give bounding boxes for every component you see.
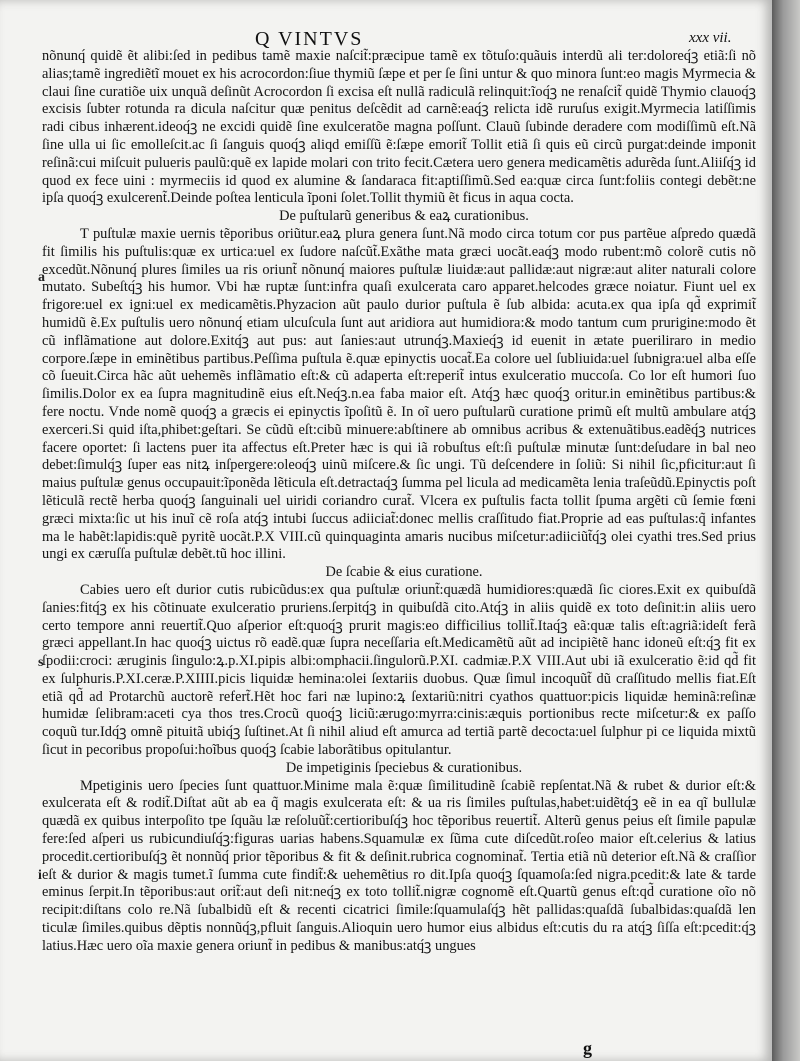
paragraph: Mpetiginis uero ſpecies ſunt quattuor.Minime mala ẽ:quæ ſimilitudinẽ ſcabiẽ repſentat.Nã & rubet & durior eſt:& exulcerata eſt & rodit̃.Diſtat aũt ab ea q̃ magis exulcerata eſt: & ua ris ſimiles puſtulas,habet:uidẽtq́ꝫ eẽ in ea qĩ bullulæ quædã ex quibus interpoſito tpe ſquãu læ reſoluũt̃:certioribuſq́ꝫ hoc tẽporibus reuertit̃. Alterũ genus peius eſt ſimile papulæ fere:ſed aſperi us rubicundiuſq́ꝫ:figuras uarias habens.Squamulæ ex ſũma cute diſcedũt.roſeo maior eſt.celerius & latius procedit.certioribuſq́ꝫ ẽt nonnũq́ prior tẽporibus & fit & deſinit.rubrica cognominat̃. Tertia etiã nũ deterior eſt.Nã & craſſior eſt & durior & magis tumet.ĩ ſumma cute findit̃:& uehemẽtius ro dit.Ipſa quoq́ꝫ ſquamoſa:ſed nigra.pcedit:& late & tarde eminus ſerpit.In tẽporibus:aut orit̃:aut deſi nit:neq́ꝫ ex toto tollit̃.nigræ cognomẽ eſt.Quartũ genus eſt:qd̃ curatione oĩo nõ recipit:diſtans colo re.Nã ſubalbidũ eſt & recenti cicatrici ſimile:ſquamulaſq́ꝫ hẽt pallidas:quaſdã ſubalbidas:quaſdã len ticulæ ſimiles.quibus dẽptis nonnũq́ꝫ,pfluit ſanguis.Alioquin uero humor eius albidus eſt:cutis du ra atq́ꝫ ſiſſa eſt:pcedit:q́ꝫ latius.Hæc uero oĩa maxie genera oriunt̃ in pedibus & manibus:atq́ꝫ ungues <box>42 777 756 954</box>
running-head: Q VINTVS <box>255 28 364 50</box>
section-heading: De ſcabie & eius curatione. <box>325 564 483 581</box>
guide-letter: i <box>38 868 42 883</box>
guide-letter: s <box>38 655 44 670</box>
book-gutter <box>772 0 800 1061</box>
paragraph: T puſtulæ maxie uernis tẽporibus oriũtur.eaꝝ plura genera ſunt.Nã modo circa totum cor pus partẽue aſpredo quædã fit ſimilis his puſtulis:quæ ex urtica:uel ex ſudore naſcũt̃.Exãthe mata græci uocãt.eaq́ꝫ modo rubent:mõ colorẽ cutis nõ excedũt.Nõnunq́ plures ſimiles ua ris oriunt̃ nõnunq́ maiores puſtulæ liuidæ:aut pallidæ:aut nigræ:aut aliter naturali colore mutato. Subeſtq́ꝫ his humor. Vbi hæ ruptæ ſunt:infra quaſi exulcerata caro apparet.helcodes græce noiatur. Fiunt uel ex frigore:uel ex igni:uel ex medicamẽtis.Phyzacion aũt paulo durior puſtula ẽ ſub albida: acuta.ex qua ipſa qd̃ exprimit̃ humidũ ẽ.Ex puſtulis uero nõnunq́ etiam ulcuſcula ſunt aut aridiora aut humidiora:& modo tantum cum prurigine:modo ẽt cũ inflãmatione aut dolore.Exitq́ꝫ aut pus: aut ſanies:aut utrunq́ꝫ.Maxieq́ꝫ id euenit in ætate pueriliraro in medio corpore.ſæpe in eminẽtibus partibus.Peſſima puſtula ẽ.quæ epinyctis uocat̃.Ea colore uel ſubliuida:uel ſubnigra:uel alba eſſe cõ ſueuit.Circa hãc aũt uehemẽs inflãmatio eſt:& cũ adaperta eſt:reperit̃ intus exulceratio muccoſa. Co lor eſt humori ſuo ſimilis.Dolor ex ea ſupra magnitudinẽ eius eſt.Neq́ꝫ.n.ea faba maior eſt. Atq́ꝫ hæc quoq́ꝫ oritur.in eminẽtibus partibus:& fere noctu. Vnde nomẽ quoq́ꝫ a græcis ei epinyctis ĩpoſitũ ẽ. In oĩ uero puſtularũ curatione primũ eſt multũ ambulare atq́ꝫ exerceri.Si quid iſta,phibet:geſtari. Se cũdũ eſt:cibũ minuere:abſtinere ab omnibus acribus & extenuãtibus.eadẽq́ꝫ nutrices facere oportet: ſi lactens puer ita affectus eſt.Preter hæc is qui iã robuſtus eſt:ſi puſtulæ minutæ ſunt:deſudare in bal neo debet:ſimulq́ꝫ ſuper eas nitꝝ inſpergere:oleoq́ꝫ uinũ miſcere.& ſic ungi. Tũ deſcendere in ſoliũ: Si nihil ſic,pficitur:aut ſi maius puſtulæ genus occupauit:ĩponẽda lẽticula eſt.detractaq́ꝫ ſumma pel licula ad medicamẽta lenia traſeũdũ.Epinyctis poſt lẽticulã rectẽ herba quoq́ꝫ ſanguinali uel uiridi coriandro curat̃. Vlcera ex puſtulis facta tollit ſpuma argẽti cũ ſemie fœni græci mixta:ſic ut his inuĩ cẽ roſa atq́ꝫ intubi ſuccus adiiciat̃:donec mellis craſſitudo fiat.Proprie ad eas puſtulas:q̃ infantes ma le habẽt:lapidis:quẽ pyritẽ uocãt.P.X VIII.cũ quinquaginta amaris nucibus miſcetur:adiiciũt̃q́ꝫ olei cyathi tres.Sed prius ungi ex cæruſſa puſtulæ debẽt.tũ hoc illini. <box>42 225 756 563</box>
folio-number: xxx vii. <box>689 30 732 46</box>
guide-letter: a <box>38 270 45 285</box>
paragraph: nõnunq́ quidẽ ẽt alibi:ſed in pedibus tamẽ maxie naſcit̃:præcipue tamẽ ex tõtuſo:quãuis interdũ ali ter:doloreq́ꝫ etiã:ſi nõ alias;tamẽ ingrediẽtĩ mouet ex his acrocordon:ſiue thymiũ ſæpe et per ſe ſini untur & quo minora ſunt:eo magis Myrmecia & claui ſine curatiõe uix unquã deſinũt Acrocordon ſi excisa eſt nullã radiculã relinquit:ĩoq́ꝫ ne renaſcit̃ quidẽ Thymio clauoq́ꝫ excisis ſubter rotunda ra dicula naſcitur quæ penitus deſcẽdit ad carnẽ:eaq́ꝫ relicta idẽ ruruſus exigit.Myrmecia latiſſimis radi cibus inhærent.ideoq́ꝫ ne excidi quidẽ ſine exulceratõe magna poſſunt. Clauũ ſubinde deradere com modiſſimũ eſt.Nã ſine ulla ui ſic emolleſcit.ac ſi ſanguis quoq́ꝫ aliqd emiſſũ ẽ:ſæpe emorit̃ Tollit etiã ſi quis eũ circũ purgat:deinde imponit reſinã:cui miſcuit pulueris paulũ:quẽ ex lapide molari con trito fecit.Cætera uero genera medicamẽtis adurẽda ſunt.Aliiſq́ꝫ id quod ex fece uini : myrmeciis id quod ex alumine & ſandaraca fit:aptiſſimũ.Sed ea:quæ circa ſunt:foliis contegi debẽt:ne ipſa quoq́ꝫ exulcerent̃.Deinde poſtea lenticula ĩponi ſolet.Tollit thymiũ ẽt ficus in aqua cocta. <box>42 48 756 207</box>
section-heading: De impetiginis ſpeciebus & curationibus. <box>285 759 523 776</box>
paragraph: Cabies uero eſt durior cutis rubicũdus:ex qua puſtulæ oriunt̃:quædã humidiores:quædã ſic ciores.Exit ex quibuſdã ſanies:fitq́ꝫ ex his cõtinuate exulceratio pruriens.ſerpitq́ꝫ in quibuſdã cito.Atq́ꝫ in aliis quidẽ ex toto deſinit:in aliis uero certo tempore anni reuertit̃.Quo aſperior eſt:quoq́ꝫ prurit magis:eo difficilius tollit̃.Itaq́ꝫ eã:quæ talis eſt:agriã:ideſt ferã græci appellant.In hac quoq́ꝫ uictus rõ eadẽ.quæ ſupra neceſſaria eſt.Medicamẽtũ aũt ad incipiẽtẽ hanc idoneũ eſt:q́ꝫ fit ex ſpodii:croci: æruginis ſingulo:ꝝ.p.XI.pipis albi:omphacii.ſingulorũ.P.XI. cadmiæ.P.X VIII.Aut ubi iã exulceratio ẽ:id qd̃ fit ex ſulphuris.P.XI.ceræ.P.XIIII.picis liquidæ hemina:olei ſextariis duobus. Quæ ſimul incoquũt̃ dũ craſſitudo mellis fiat.Eſt etiã qd̃ ad Protarchũ auctorẽ refert̃.Hẽt hoc fari næ lupino:ꝝ ſextariũ:nitri cyathos quattuor:picis liquidæ heminã:reſinæ humidæ ſelibram:aceti cya thos tres.Crocũ quoq́ꝫ liciũ:ærugo:myrra:cinis:æquis portionibus recte miſcetur:& ex paſſo coquũ tur.Idq́ꝫ omnẽ pituitã ubiq́ꝫ ſuſtinet.At ſi nihil aliud eſt amurca ad tertiã partẽ decocta:uel ſulphur pi ce liquida mixtũ ſicut in pecoribus propoſui:hoĩbus quoq́ꝫ ſcabie laborãtibus opitulantur. <box>42 581 756 759</box>
body-text <box>42 48 756 956</box>
signature-mark: g <box>583 1038 592 1058</box>
section-heading: De puſtularũ generibus & eaꝝ curationibus. <box>279 208 529 225</box>
